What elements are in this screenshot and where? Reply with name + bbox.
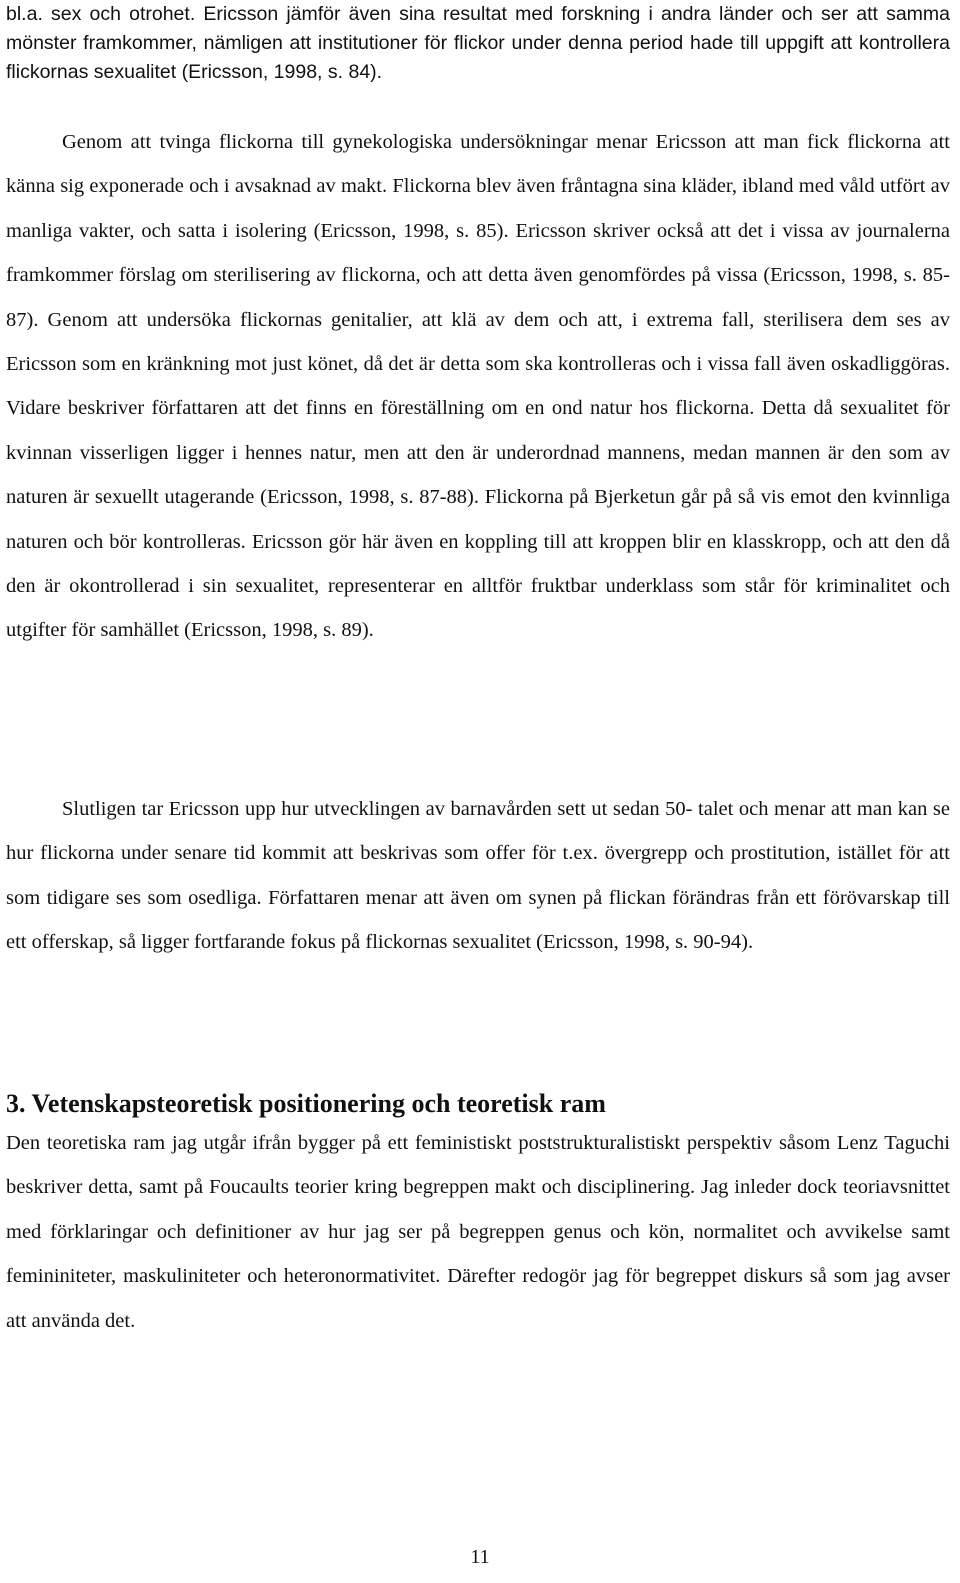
top-paragraph: bl.a. sex och otrohet. Ericsson jämför även sina resultat med forskning i andra länder och ser att samma mönster framkommer, nämligen att institutioner för flickor under denna period hade till uppgift att kontrollera flickornas sexualitet (Ericsson, 1998, s. 84). (6, 3, 950, 83)
section-heading: 3. Vetenskapsteoretisk positionering och teoretisk ram (6, 1089, 606, 1118)
paragraph-ericsson-gynecological: Genom att tvinga flickorna till gynekologiska undersökningar menar Ericsson att man fick flickorna att känna sig exponerade och i avsaknad av makt. Flickorna blev även fråntagna sina kläder, ibland med våld utfört av manliga vakter, och satta i isolering (Ericsson, 1998, s. 85). Ericsson skriver också att det i vissa av journalerna framkommer förslag om sterilisering av flickorna, och att detta även genomfördes på vissa (Ericsson, 1998, s. 85-87). Genom att undersöka flickornas genitalier, att klä av dem och att, i extrema fall, sterilisera dem ses av Ericsson som en kränkning mot just könet, då det är detta som ska kontrolleras och i vissa fall även oskadliggöras. Vidare beskriver författaren att det finns en föreställning om en ond natur hos flickorna. Detta då sexualitet för kvinnan visserligen ligger i hennes natur, men att den är underordnad mannens, medan mannen är den som av naturen är sexuellt utagerande (Ericsson, 1998, s. 87-88). Flickorna på Bjerketun går på så vis emot den kvinnliga naturen och bör kontrolleras. Ericsson gör här även en koppling till att kroppen blir en klasskropp, och att den då den är okontrollerad i sin sexualitet, representerar en alltför fruktbar underklass som står för kriminalitet och utgifter för samhället (Ericsson, 1998, s. 89). (6, 131, 950, 642)
paragraph-ericsson-development: Slutligen tar Ericsson upp hur utvecklingen av barnavården sett ut sedan 50- talet och menar att man kan se hur flickorna under senare tid kommit att beskrivas som offer för t.ex. övergrepp och prostitution, istället för att som tidigare ses som osedliga. Författaren menar att även om synen på flickan förändras från ett förövarskap till ett offerskap, så ligger fortfarande fokus på flickornas sexualitet (Ericsson, 1998, s. 90-94). (6, 798, 950, 954)
page-number: 11 (470, 1546, 490, 1568)
paragraph-theoretical-framework: Den teoretiska ram jag utgår ifrån bygger på ett feministiskt poststrukturalistiskt perspektiv såsom Lenz Taguchi beskriver detta, samt på Foucaults teorier kring begreppen makt och disciplinering. Jag inleder dock teoriavsnittet med förklaringar och definitioner av hur jag ser på begreppen genus och kön, normalitet och avvikelse samt femininiteter, maskuliniteter och heteronormativitet. Därefter redogör jag för begreppet diskurs så som jag avser att använda det. (6, 1132, 950, 1332)
